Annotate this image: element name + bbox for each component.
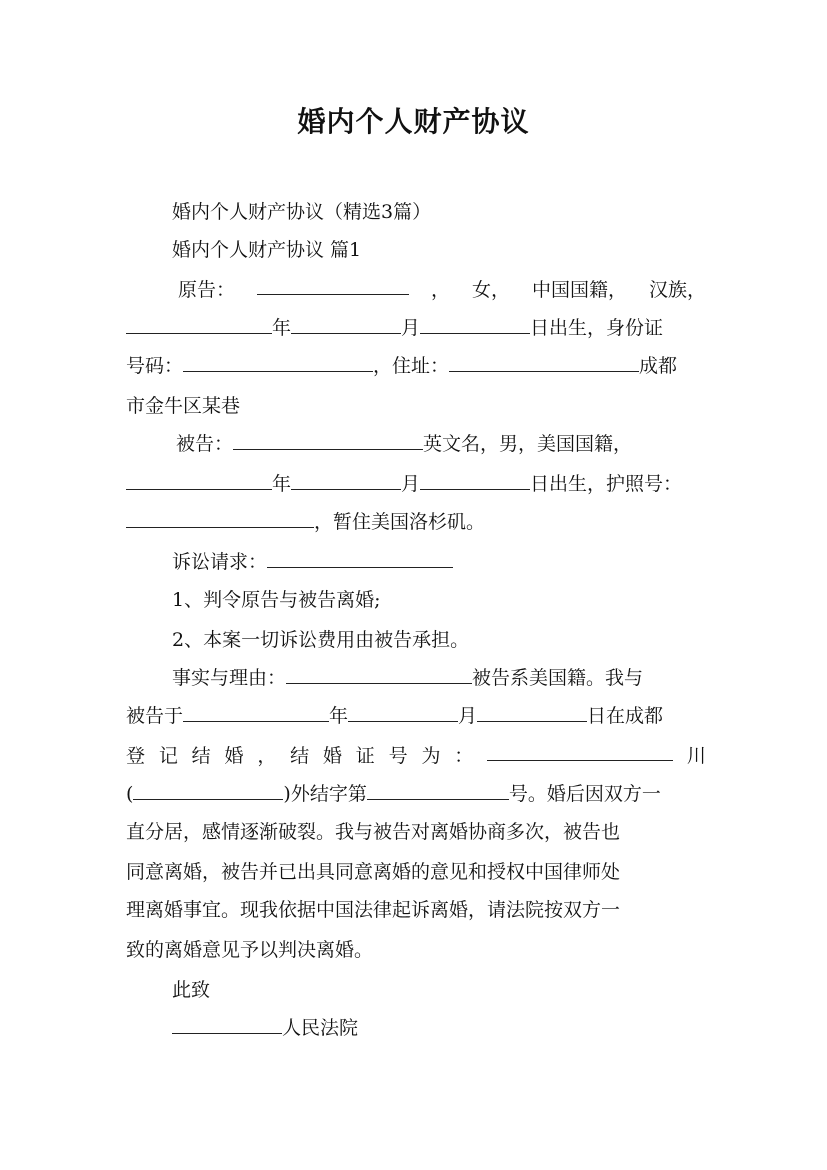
facts-line-6: 同意离婚，被告并已出具同意离婚的意见和授权中国律师处 [126,861,621,883]
id-label: 号码： [126,355,184,377]
blank-field [257,270,409,295]
char: 结 [290,745,310,767]
blank-field [348,697,458,722]
plaintiff-line-3 [126,346,706,386]
blank-field [126,465,272,490]
claim-item-2: 2、本案一切诉讼费用由被告承担。 [172,629,470,651]
address-label: ，住址： [373,355,450,377]
char: 结 [191,745,211,767]
facts-line-5: 直分居，感情逐渐破裂。我与被告对离婚协商多次，被告也 [126,821,621,843]
facts-line-1 [172,658,706,698]
month-label: 月 [458,705,478,727]
char: 川 [686,745,706,767]
closing-salute: 此致 [172,979,211,1001]
blank-field [172,1009,282,1034]
blank-field [267,543,453,568]
year-label: 年 [272,317,292,339]
section-heading: 婚内个人财产协议 篇1 [172,239,362,261]
char: ， [257,745,277,767]
residence-text: ，暂住美国洛杉矶。 [314,511,486,533]
char: 婚 [224,745,244,767]
ethnicity-text: 汉族， [648,279,706,301]
facts-text: 被告系美国籍。我与 [472,667,644,689]
nationality-text: 中国国籍， [531,279,627,301]
defendant-label: 被告： [176,433,234,455]
blank-field [487,736,673,761]
year-label: 年 [272,473,292,495]
birth-text: 日出生，身份证 [530,317,664,339]
facts-line-8: 致的离婚意见予以判决离婚。 [126,939,374,961]
court-label: 人民法院 [282,1017,359,1039]
blank-field [477,697,587,722]
blank-field [291,309,401,334]
month-label: 月 [401,317,421,339]
char: 婚 [322,745,342,767]
defendant-line-2 [126,464,706,504]
char: ： [454,745,474,767]
blank-field [183,347,373,372]
blank-field [420,309,530,334]
claim-item-1: 1、判令原告与被告离婚; [172,589,381,611]
blank-field [291,465,401,490]
facts-label: 事实与理由： [172,667,287,689]
facts-line-4 [126,774,706,814]
defendant-info: 英文名，男，美国国籍， [423,433,633,455]
paren: ( [126,783,134,805]
blank-field [133,775,283,800]
plaintiff-line-4: 市金牛区某巷 [126,395,241,417]
facts-text: )外结字第 [283,783,367,805]
defendant-line-1 [176,424,710,464]
blank-field [286,659,472,684]
char: 为 [421,745,441,767]
facts-line-7: 理离婚事宜。现我依据中国法律起诉离婚，请法院按双方一 [126,899,621,921]
plaintiff-label: 原告： [178,279,236,301]
facts-text: 号。婚后因双方一 [508,783,661,805]
char: 记 [158,745,178,767]
defendant-line-3 [126,502,706,542]
blank-field [126,503,314,528]
facts-text: 日在成都 [587,705,664,727]
year-label: 年 [329,705,349,727]
gender-text: 女， [471,279,510,301]
plaintiff-line-1 [178,270,706,310]
blank-field [449,347,639,372]
facts-text: 被告于 [126,705,184,727]
char: 登 [126,745,146,767]
blank-field [126,309,272,334]
document-title: 婚内个人财产协议 [297,105,530,138]
comma: ， [430,279,450,301]
blank-field [233,425,423,450]
char: 证 [355,745,375,767]
birth-text: 日出生，护照号： [530,473,683,495]
blank-field [420,465,530,490]
blank-field [183,697,329,722]
facts-line-2 [126,696,706,736]
facts-line-3 [126,736,706,776]
court-line [172,1008,706,1048]
city-text: 成都 [639,355,678,377]
month-label: 月 [401,473,421,495]
char: 号 [388,745,408,767]
blank-field [367,775,509,800]
plaintiff-line-2 [126,308,706,348]
claims-line [172,542,706,582]
claims-label: 诉讼请求： [172,551,268,573]
subtitle: 婚内个人财产协议（精选3篇） [172,201,432,223]
